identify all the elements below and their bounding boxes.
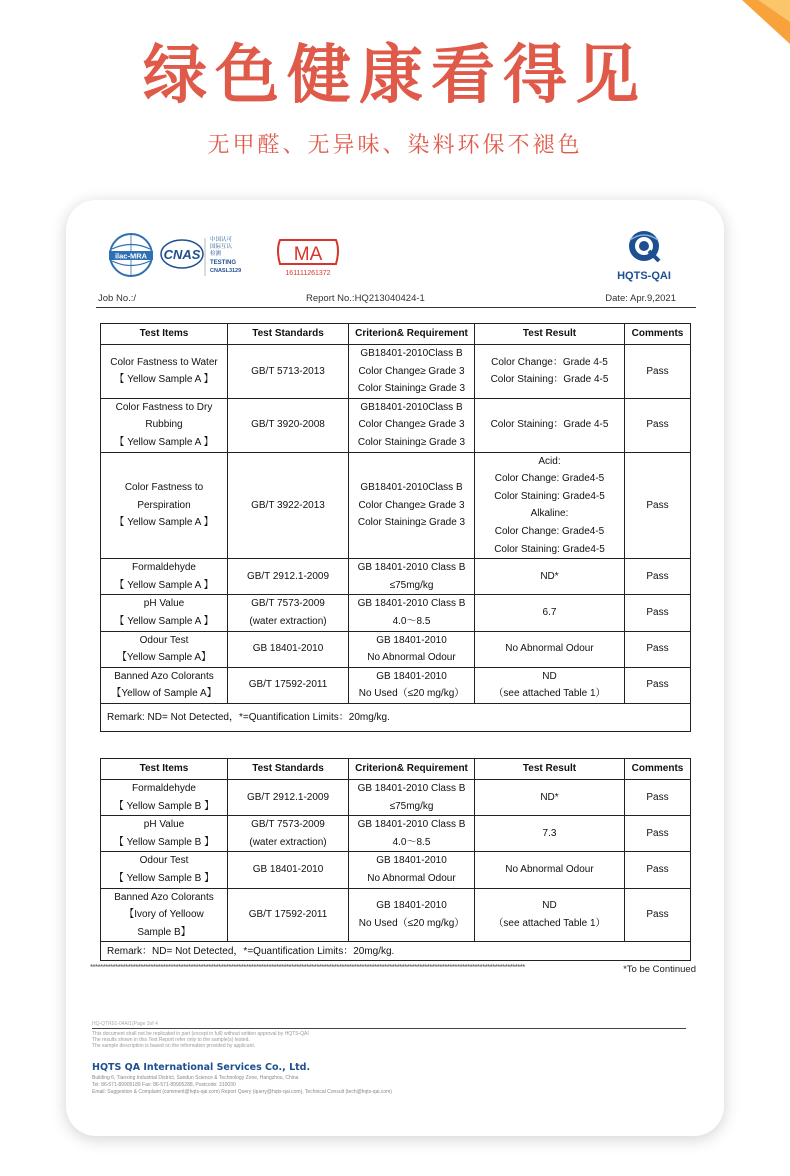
table-row <box>101 398 691 452</box>
cnas-cn-2: 国际互认 <box>210 244 233 250</box>
col-header-test-standards: Test Standards <box>228 324 349 345</box>
cnas-text: CNAS <box>163 247 201 262</box>
test-standard-text: GB/T 17592-2011 <box>248 909 328 921</box>
footer-divider <box>92 1028 686 1029</box>
criterion-text: GB 18401-2010 Class B <box>357 783 466 794</box>
test-standard-cell <box>228 888 349 942</box>
criterion-text: Color Staining≥ Grade 3 <box>357 517 466 529</box>
criterion-text: 4.0～8.5 <box>392 615 431 627</box>
col-header-test-standards: Test Standards <box>228 759 349 780</box>
test-standard-text: (water extraction) <box>249 836 327 848</box>
table-header-row <box>101 324 691 345</box>
address-line: Tel: 86-571-89905189 Fax: 86-571-89905288, Postcode: 310030 <box>92 1082 236 1088</box>
criterion-cell <box>349 398 475 452</box>
cnas-testing: TESTING <box>210 260 237 266</box>
criterion-text: GB 18401-2010 Class B <box>357 819 466 831</box>
criterion-cell <box>349 852 475 888</box>
criterion-cell <box>349 667 475 703</box>
test-standard-cell <box>228 559 349 595</box>
table-row <box>101 452 691 559</box>
report-info-line <box>96 292 696 308</box>
test-standard-text: GB/T 7573-2009 <box>251 598 325 610</box>
star-separator: ***************************************************************************************************************************************************************************** <box>90 963 525 972</box>
criterion-text: 4.0～8.5 <box>392 836 431 848</box>
test-result-cell <box>475 345 625 399</box>
test-item-text: 【 Yellow Sample A 】 <box>114 615 214 627</box>
criterion-text: GB18401-2010Class B <box>360 401 463 413</box>
company-address <box>92 1075 392 1096</box>
criterion-cell <box>349 559 475 595</box>
disclaimer <box>92 1031 309 1049</box>
hqts-logo <box>604 226 684 282</box>
ilac-mra-logo <box>108 232 154 278</box>
test-item-text: 【 Yellow Sample A 】 <box>114 436 214 448</box>
test-result-text: ND* <box>540 791 559 803</box>
test-standard-text: GB 18401-2010 <box>252 643 324 655</box>
to-be-continued: *To be Continued <box>623 964 696 975</box>
remark: Remark：ND= Not Detected，*=Quantification Limits：20mg/kg. <box>101 942 691 961</box>
col-header-test-result: Test Result <box>475 324 625 345</box>
test-result-cell <box>475 452 625 559</box>
test-item-text: 【 Yellow Sample A 】 <box>114 374 214 386</box>
test-standard-text: GB/T 3922-2013 <box>251 499 325 511</box>
report-date: Date: Apr.9,2021 <box>605 293 676 304</box>
criterion-cell <box>349 780 475 816</box>
test-item-text: 【 Yellow Sample B 】 <box>113 836 215 848</box>
criterion-cell <box>349 816 475 852</box>
test-result-text: （see attached Table 1） <box>493 688 606 700</box>
test-result-text: Color Staining：Grade 4-5 <box>490 374 609 386</box>
test-item-text: 【 Yellow Sample A 】 <box>114 579 214 591</box>
test-result-cell <box>475 852 625 888</box>
criterion-text: No Abnormal Odour <box>367 652 456 664</box>
criterion-text: GB 18401-2010 <box>376 900 447 912</box>
test-standard-text: (water extraction) <box>249 615 327 627</box>
test-standard-text: GB 18401-2010 <box>252 864 324 876</box>
criterion-text: Color Change≥ Grade 3 <box>358 365 465 377</box>
table-row <box>101 852 691 888</box>
comment-cell: Pass <box>625 888 691 942</box>
criterion-text: GB 18401-2010 Class B <box>357 562 466 574</box>
test-item-cell <box>101 667 228 703</box>
test-item-text: Odour Test <box>139 634 189 646</box>
criterion-text: GB18401-2010Class B <box>360 481 463 493</box>
test-standard-text: GB/T 2912.1-2009 <box>246 791 330 803</box>
col-header-comments: Comments <box>625 759 691 780</box>
test-item-text: 【 Yellow Sample A 】 <box>114 517 214 529</box>
test-item-cell <box>101 888 228 942</box>
table-header-row <box>101 759 691 780</box>
table-row <box>101 345 691 399</box>
test-item-text: 【Yellow Sample A】 <box>116 652 212 664</box>
test-standard-cell <box>228 816 349 852</box>
criterion-cell <box>349 595 475 631</box>
col-header-test-result: Test Result <box>475 759 625 780</box>
criterion-text: Color Change≥ Grade 3 <box>358 499 465 511</box>
col-header-criterion: Criterion& Requirement <box>349 759 475 780</box>
report-number: Report No.:HQ213040424-1 <box>306 293 425 304</box>
comment-cell: Pass <box>625 452 691 559</box>
test-standard-text: GB/T 7573-2009 <box>251 819 325 831</box>
test-result-cell <box>475 398 625 452</box>
test-standard-cell <box>228 852 349 888</box>
test-result-cell <box>475 667 625 703</box>
criterion-text: No Used（≤20 mg/kg） <box>358 688 465 700</box>
test-item-text: 【 Yellow Sample B 】 <box>113 800 215 812</box>
disclaimer-line: The sample description is based on the information provided by applicant. <box>92 1043 256 1049</box>
test-standard-cell <box>228 667 349 703</box>
test-item-text: Formaldehyde <box>132 783 196 794</box>
test-standard-cell <box>228 452 349 559</box>
col-header-criterion: Criterion& Requirement <box>349 324 475 345</box>
test-results-table-a <box>100 323 691 732</box>
test-result-text: Color Staining: Grade4-5 <box>494 543 605 555</box>
criterion-text: Color Staining≥ Grade 3 <box>357 436 466 448</box>
test-result-text: Color Change：Grade 4-5 <box>491 356 608 368</box>
criterion-cell <box>349 345 475 399</box>
test-item-text: 【Ivory of Yelloow <box>124 909 204 921</box>
test-result-text: No Abnormal Odour <box>505 864 594 876</box>
test-item-text: Rubbing <box>145 419 183 431</box>
test-result-text: （see attached Table 1） <box>493 917 606 929</box>
test-result-text: Color Change: Grade4-5 <box>494 473 605 485</box>
col-header-test-items: Test Items <box>101 324 228 345</box>
comment-cell: Pass <box>625 816 691 852</box>
test-item-text: 【 Yellow Sample B 】 <box>113 872 215 884</box>
comment-cell: Pass <box>625 559 691 595</box>
criterion-text: No Abnormal Odour <box>367 872 456 884</box>
test-item-cell <box>101 631 228 667</box>
test-result-text: Acid: <box>538 455 561 467</box>
test-result-text: Color Staining：Grade 4-5 <box>490 419 609 431</box>
criterion-text: Color Staining≥ Grade 3 <box>357 383 466 395</box>
test-item-text: Sample B】 <box>137 926 191 938</box>
test-standard-text: GB/T 2912.1-2009 <box>246 570 330 582</box>
comment-cell: Pass <box>625 345 691 399</box>
comment-cell: Pass <box>625 780 691 816</box>
comment-cell: Pass <box>625 595 691 631</box>
test-result-text: ND* <box>540 570 559 582</box>
test-item-text: 【Yellow of Sample A】 <box>111 688 217 700</box>
remark: Remark: ND= Not Detected，*=Quantification Limits：20mg/kg. <box>101 703 691 731</box>
test-standard-text: GB/T 17592-2011 <box>248 679 328 691</box>
cnas-code: CNASL3129 <box>210 268 242 274</box>
test-result-cell <box>475 888 625 942</box>
test-item-cell <box>101 398 228 452</box>
cnas-logo <box>160 232 252 280</box>
table-row <box>101 816 691 852</box>
test-item-cell <box>101 816 228 852</box>
comment-cell: Pass <box>625 852 691 888</box>
ma-number: 161111261372 <box>285 270 331 277</box>
table-row <box>101 595 691 631</box>
table-row <box>101 888 691 942</box>
test-standard-text: GB/T 3920-2008 <box>251 419 325 431</box>
test-result-text: ND <box>542 900 557 912</box>
test-standard-cell <box>228 780 349 816</box>
criterion-cell <box>349 631 475 667</box>
criterion-text: No Used（≤20 mg/kg） <box>358 917 465 929</box>
col-header-comments: Comments <box>625 324 691 345</box>
test-result-cell <box>475 780 625 816</box>
test-standard-cell <box>228 631 349 667</box>
test-result-text: Color Change: Grade4-5 <box>494 525 605 537</box>
test-item-text: pH Value <box>143 598 185 610</box>
criterion-text: Color Change≥ Grade 3 <box>358 419 465 431</box>
test-standard-cell <box>228 595 349 631</box>
test-result-text: 6.7 <box>542 607 557 619</box>
document-code: HQ-QTR01-04A/1(Page 3of 4 <box>92 1021 158 1027</box>
test-standard-cell <box>228 345 349 399</box>
address-line: Building 6, Tianxing Industrial District, Sandun Science & Technology Zone, Hangzhou, China <box>92 1075 299 1081</box>
test-item-text: Banned Azo Colorants <box>114 670 214 682</box>
ma-text: MA <box>293 244 323 265</box>
table-row <box>101 631 691 667</box>
company-name: HQTS QA International Services Co., Ltd. <box>92 1062 311 1073</box>
test-item-cell <box>101 852 228 888</box>
cnas-cn-3: 检测 <box>210 251 222 257</box>
test-item-text: Color Fastness to Dry <box>115 401 213 413</box>
criterion-text: GB 18401-2010 <box>376 855 447 867</box>
criterion-text: GB 18401-2010 <box>376 634 447 646</box>
test-results-table-b <box>100 758 691 961</box>
test-item-text: Perspiration <box>137 499 191 511</box>
test-standard-cell <box>228 398 349 452</box>
table-row <box>101 667 691 703</box>
test-item-cell <box>101 452 228 559</box>
test-item-text: Formaldehyde <box>132 562 196 574</box>
test-item-cell <box>101 345 228 399</box>
page-subtitle: 无甲醛、无异味、染料环保不褪色 <box>207 133 583 158</box>
test-result-cell <box>475 559 625 595</box>
address-line: Email: Suggestion & Complaint (comment@hqts-qai.com) Report Query (query@hqts-qai.com), Technical Consult (tech@hqts-qai.com) <box>92 1089 392 1095</box>
criterion-text: GB18401-2010Class B <box>360 348 463 359</box>
comment-cell: Pass <box>625 631 691 667</box>
comment-cell: Pass <box>625 667 691 703</box>
table-row <box>101 559 691 595</box>
criterion-cell <box>349 452 475 559</box>
test-result-text: No Abnormal Odour <box>505 643 594 655</box>
ilac-text: ilac-MRA <box>114 251 148 261</box>
test-result-cell <box>475 631 625 667</box>
cnas-cn-1: 中国认可 <box>210 237 233 243</box>
criterion-text: ≤75mg/kg <box>389 800 434 812</box>
test-result-text: ND <box>542 670 557 682</box>
col-header-test-items: Test Items <box>101 759 228 780</box>
test-result-cell <box>475 816 625 852</box>
hqts-text: HQTS-QAI <box>617 270 671 282</box>
test-item-text: Banned Azo Colorants <box>114 891 214 903</box>
criterion-text: GB 18401-2010 <box>376 670 447 682</box>
test-item-text: Odour Test <box>139 855 189 867</box>
comment-cell: Pass <box>625 398 691 452</box>
test-standard-text: GB/T 5713-2013 <box>251 365 325 377</box>
continued-line <box>90 964 696 978</box>
criterion-text: GB 18401-2010 Class B <box>357 598 466 610</box>
test-item-cell <box>101 780 228 816</box>
test-result-text: Color Staining: Grade4-5 <box>494 490 605 502</box>
test-item-text: Color Fastness to Water <box>110 356 218 368</box>
test-item-cell <box>101 559 228 595</box>
ma-logo <box>274 236 342 278</box>
test-result-cell <box>475 595 625 631</box>
job-number: Job No.:/ <box>98 293 137 304</box>
table-row <box>101 780 691 816</box>
criterion-text: ≤75mg/kg <box>389 579 434 591</box>
criterion-cell <box>349 888 475 942</box>
test-item-cell <box>101 595 228 631</box>
test-result-text: Alkaline: <box>530 508 569 520</box>
test-result-text: 7.3 <box>542 827 557 839</box>
disclaimer-line: The results shown in this Test Report refer only to the sample(s) tested. <box>92 1037 250 1043</box>
test-item-text: pH Value <box>143 819 185 831</box>
page-title: 绿色健康看得见 <box>143 39 647 113</box>
test-item-text: Color Fastness to <box>124 481 204 493</box>
disclaimer-line: This document shall not be replicated in part (except in full) without written approval by HQTS-QAI <box>92 1031 309 1037</box>
